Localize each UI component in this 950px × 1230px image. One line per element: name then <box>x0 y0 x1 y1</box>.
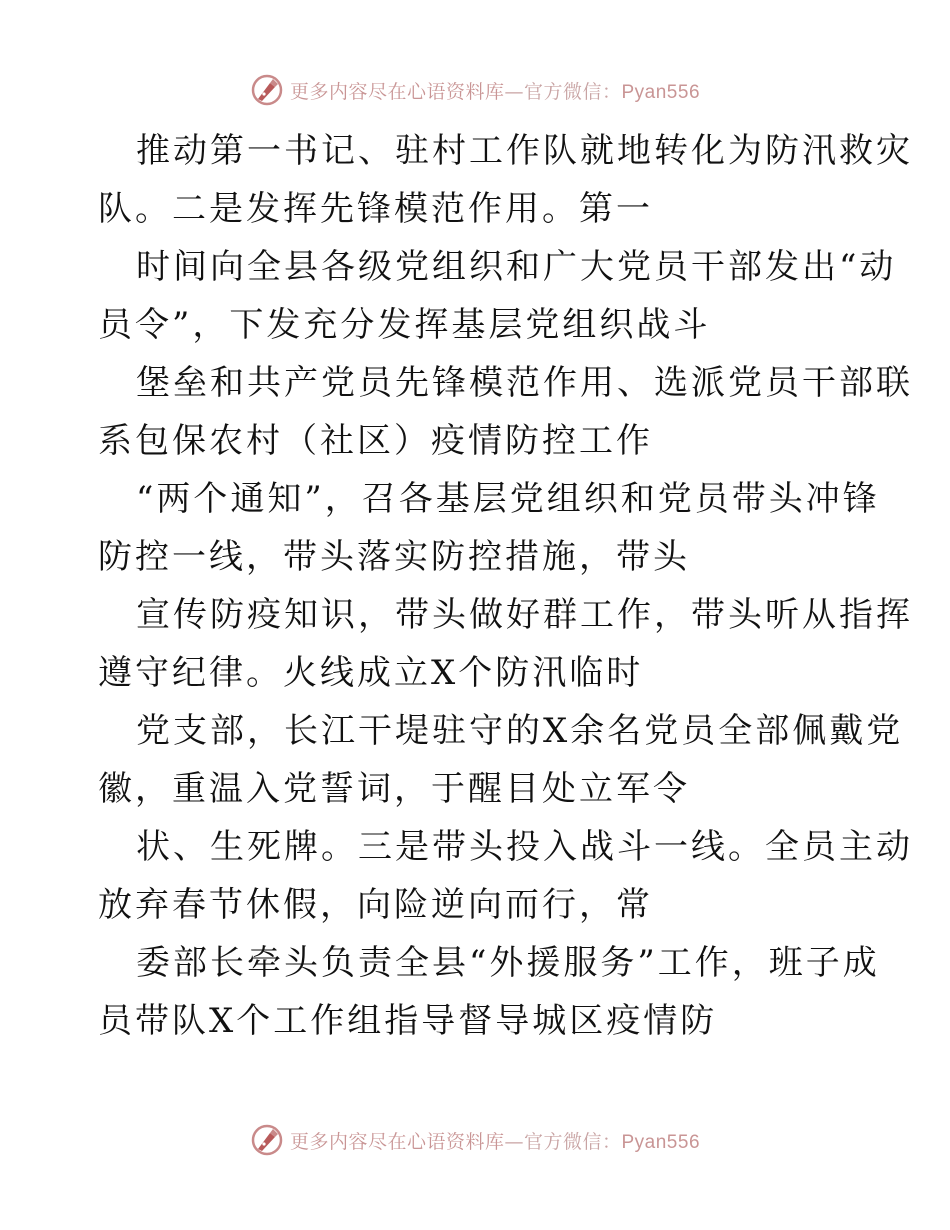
body-text-line: “两个通知”，召各基层党组织和党员带头冲锋 <box>136 479 880 519</box>
footer-text <box>290 1127 700 1154</box>
body-text-line: 委部长牵头负责全县“外援服务”工作，班子成 <box>136 943 880 983</box>
body-text-line: 状、生死牌。三是带头投入战斗一线。全员主动 <box>136 827 913 867</box>
body-text-line: 队。二是发挥先锋模范作用。第一 <box>98 189 653 229</box>
pen-nib-logo-icon <box>250 1123 284 1157</box>
footer-wechat-id: Pyan556 <box>621 1131 701 1153</box>
footer-watermark <box>0 1120 950 1160</box>
header-separator: — <box>504 80 524 103</box>
body-text-line: 推动第一书记、驻村工作队就地转化为防汛救灾 <box>136 131 913 171</box>
header-text <box>290 77 700 104</box>
header-site-text: 更多内容尽在心语资料库 <box>289 80 505 103</box>
body-text-line: 党支部，长江干堤驻守的X余名党员全部佩戴党 <box>136 711 904 751</box>
body-text-line: 防控一线，带头落实防控措施，带头 <box>98 537 690 577</box>
body-text-line: 徽，重温入党誓词，于醒目处立军令 <box>98 769 690 809</box>
document-body <box>98 122 913 1050</box>
body-text-line: 员带队X个工作组指导督导城区疫情防 <box>98 1001 718 1041</box>
body-text-line: 堡垒和共产党员先锋模范作用、选派党员干部联 <box>136 363 913 403</box>
footer-wechat-label: 官方微信： <box>523 1130 622 1153</box>
body-text-line: 系包保农村（社区）疫情防控工作 <box>98 421 653 461</box>
header-wechat-id: Pyan556 <box>621 81 701 103</box>
body-text-line: 放弃春节休假，向险逆向而行，常 <box>98 885 653 925</box>
body-text-line: 遵守纪律。火线成立X个防汛临时 <box>98 653 644 693</box>
pen-nib-logo-icon <box>250 73 284 107</box>
header-watermark <box>0 70 950 110</box>
footer-separator: — <box>504 1130 524 1153</box>
body-text-line: 员令”，下发充分发挥基层党组织战斗 <box>98 305 711 345</box>
body-text-line: 时间向全县各级党组织和广大党员干部发出“动 <box>136 247 897 287</box>
header-wechat-label: 官方微信： <box>523 80 622 103</box>
body-text-line: 宣传防疫知识，带头做好群工作，带头听从指挥 <box>136 595 913 635</box>
footer-site-text: 更多内容尽在心语资料库 <box>289 1130 505 1153</box>
